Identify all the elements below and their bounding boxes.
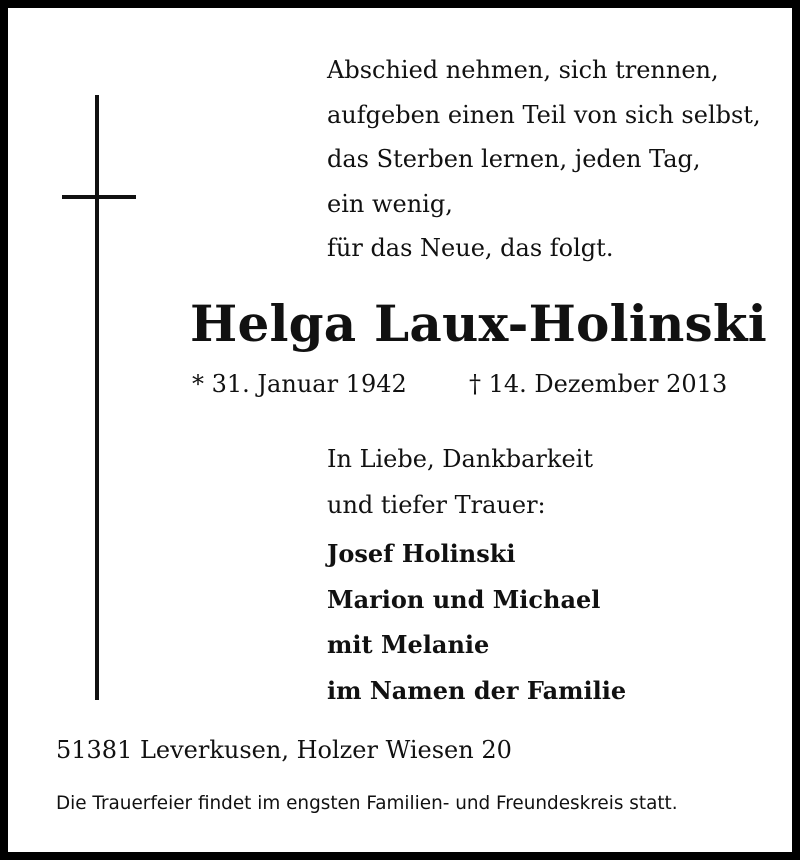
intro-line: und tiefer Trauer: xyxy=(327,491,546,519)
death-date: † 14. Dezember 2013 xyxy=(469,370,728,398)
mourner-line: mit Melanie xyxy=(327,630,490,659)
mourner-line: Josef Holinski xyxy=(327,539,516,568)
funeral-notice: Die Trauerfeier findet im engsten Familien- und Freundeskreis statt. xyxy=(56,793,678,814)
mourners-list xyxy=(327,531,626,713)
cross-icon-bar xyxy=(62,195,136,199)
poem-line: das Sterben lernen, jeden Tag, xyxy=(327,145,701,173)
cross-icon xyxy=(95,95,99,700)
poem-line: aufgeben einen Teil von sich selbst, xyxy=(327,100,761,129)
poem-line: Abschied nehmen, sich trennen, xyxy=(327,56,719,84)
address: 51381 Leverkusen, Holzer Wiesen 20 xyxy=(56,736,512,764)
birth-date: * 31. Januar 1942 xyxy=(192,370,407,398)
poem-line: ein wenig, xyxy=(327,189,453,218)
intro-line: In Liebe, Dankbarkeit xyxy=(327,445,593,473)
poem xyxy=(327,48,761,271)
deceased-name: Helga Laux-Holinski xyxy=(190,294,767,353)
mourner-line: Marion und Michael xyxy=(327,584,601,614)
mourner-line: im Namen der Familie xyxy=(327,675,627,705)
mourning-intro xyxy=(327,436,593,528)
poem-line: für das Neue, das folgt. xyxy=(327,234,614,262)
